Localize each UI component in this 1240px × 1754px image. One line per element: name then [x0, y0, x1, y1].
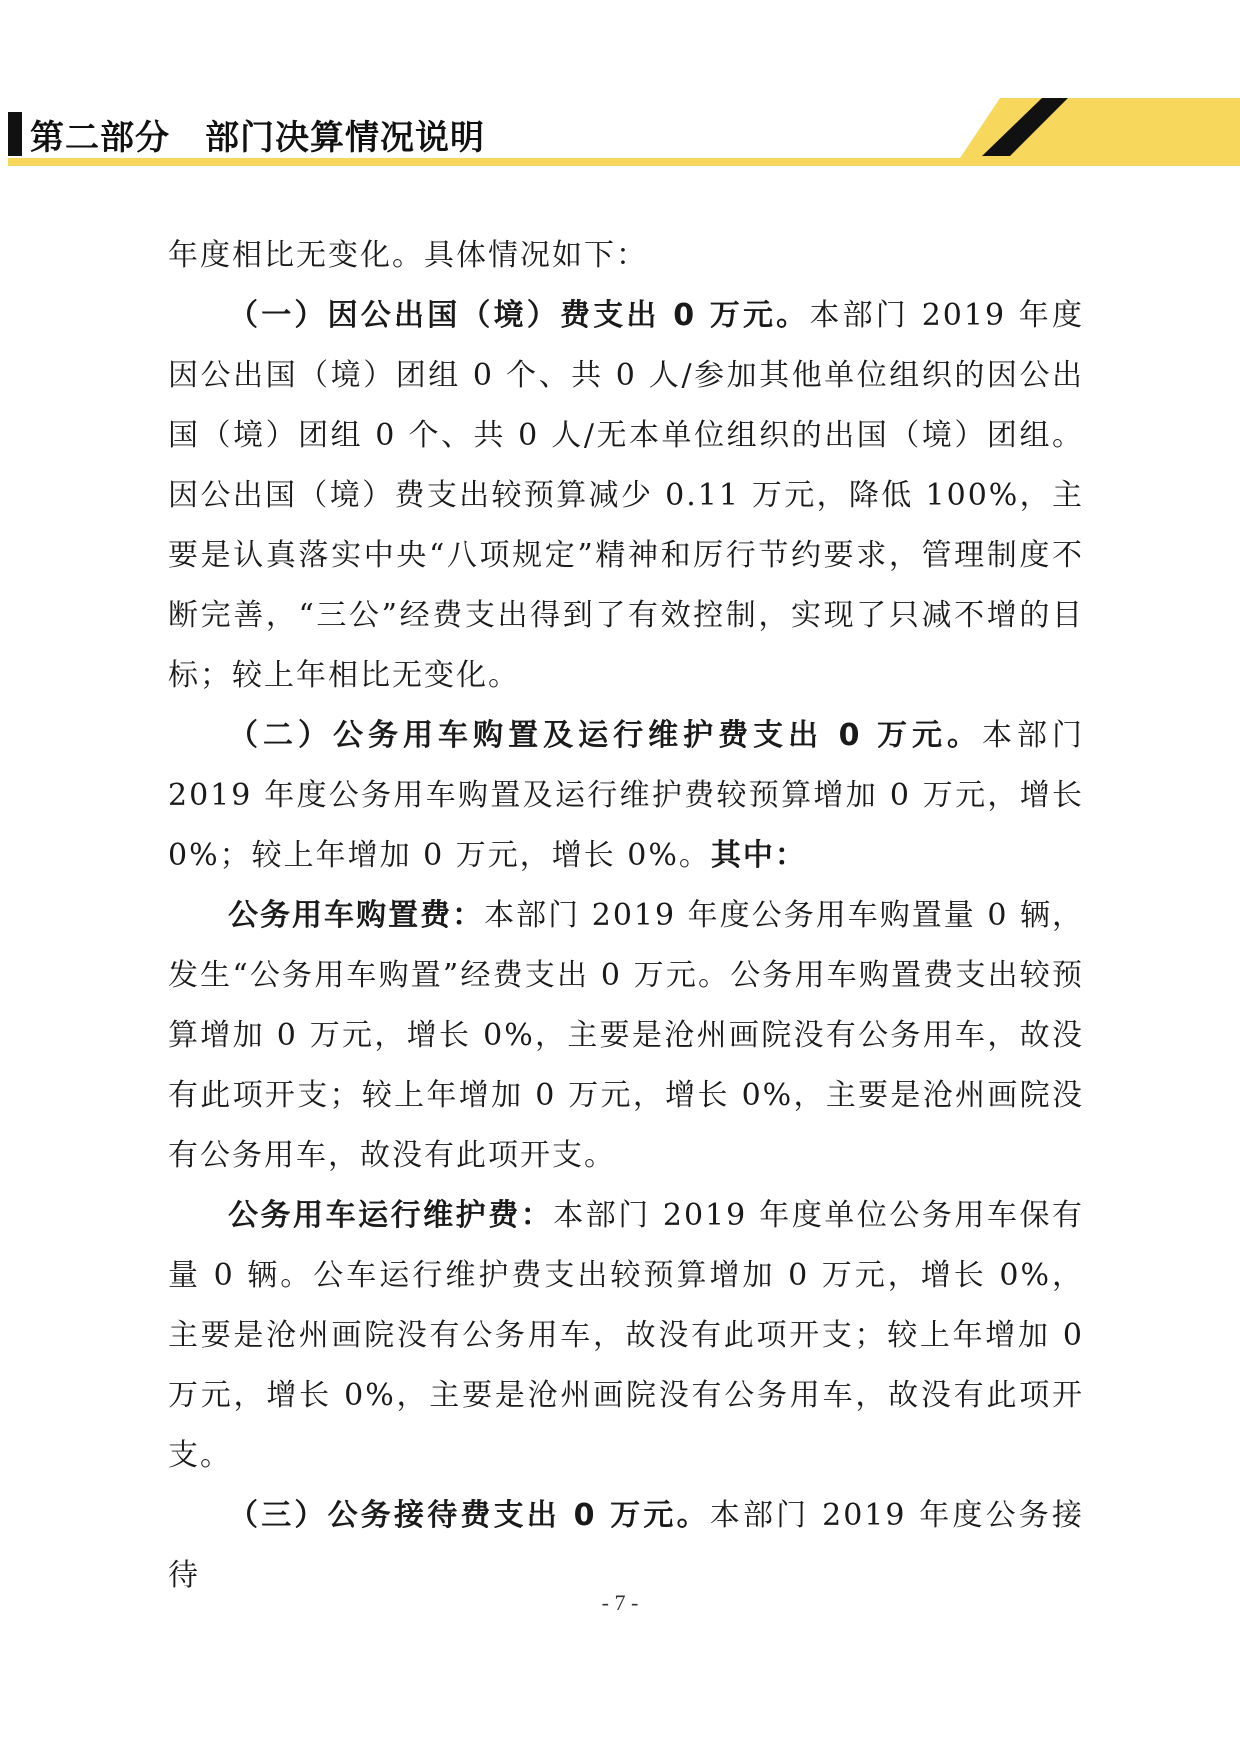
- paragraph-reception-expense: [168, 1486, 1084, 1606]
- section-title: 第二部分 部门决算情况说明: [30, 118, 485, 158]
- header-bar-mark: [8, 112, 22, 156]
- paragraph-text: 本部门 2019 年度公务接待: [168, 1498, 1085, 1593]
- paragraph-text: 本部门 2019 年度因公出国（境）团组 0 个、共 0 人/参加其他单位组织的因公出国（境）团组 0 个、共 0 人/无本单位组织的出国（境）团组。因公出国（境）费支出较预算减少 0.11 万元，降低 100%，主要是认真落实中央“八项规定”精神和厉行节约要求，管理制度不断完善，“三公”经费支出得到了有效控制，实现了只减不增的目标；较上年相比无变化。: [168, 298, 1084, 693]
- paragraph-heading: 公务用车购置费：: [228, 898, 485, 933]
- paragraph-vehicle-expense: [168, 706, 1084, 886]
- paragraph-text: 本部门 2019 年度单位公务用车保有量 0 辆。公车运行维护费支出较预算增加 0 万元，增长 0%，主要是沧州画院没有公务用车，故没有此项开支；较上年增加 0 万元，增长 0%，主要是沧州画院没有公务用车，故没有此项开支。: [168, 1198, 1085, 1473]
- paragraph-vehicle-purchase: [168, 886, 1084, 1186]
- paragraph-vehicle-maintenance: [168, 1186, 1084, 1486]
- header-decoration: [960, 98, 1240, 158]
- page-number: - 7 -: [601, 1590, 639, 1615]
- paragraph-subheading: 其中：: [710, 838, 807, 873]
- paragraph-heading: （一）因公出国（境）费支出 0 万元。: [228, 298, 810, 333]
- paragraph-heading: （二）公务用车购置及运行维护费支出 0 万元。: [228, 718, 982, 753]
- paragraph-text: 本部门 2019 年度公务用车购置及运行维护费较预算增加 0 万元，增长 0%；较上年增加 0 万元，增长 0%。: [168, 718, 1085, 873]
- paragraph-heading: 公务用车运行维护费：: [228, 1198, 554, 1233]
- page-header: [0, 0, 1240, 180]
- paragraph-text: 年度相比无变化。具体情况如下：: [168, 238, 648, 273]
- paragraph-heading: （三）公务接待费支出 0 万元。: [228, 1498, 710, 1533]
- paragraph-overseas-expense: [168, 286, 1084, 706]
- paragraph-text: 本部门 2019 年度公务用车购置量 0 辆，发生“公务用车购置”经费支出 0 万元。公务用车购置费支出较预算增加 0 万元，增长 0%，主要是沧州画院没有公务用车，故没有此项开支；较上年增加 0 万元，增长 0%，主要是沧州画院没有公务用车，故没有此项开支。: [168, 898, 1084, 1173]
- document-body: [168, 226, 1084, 1606]
- paragraph-intro: [168, 226, 1084, 286]
- header-underline: [8, 158, 1240, 166]
